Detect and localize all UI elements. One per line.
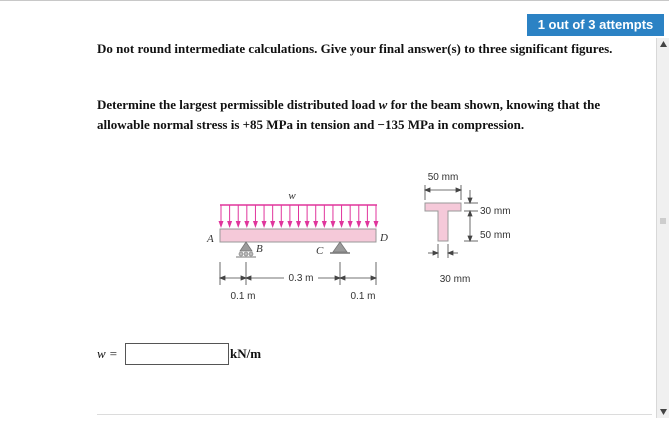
vertical-scrollbar[interactable] bbox=[656, 38, 669, 418]
load-arrow-head bbox=[236, 221, 241, 228]
bottom-divider bbox=[97, 414, 652, 415]
load-arrow-head bbox=[348, 221, 353, 228]
label-point-d: D bbox=[380, 232, 388, 244]
answer-variable-label: w = bbox=[97, 346, 118, 361]
section-dimensions bbox=[425, 185, 478, 258]
load-arrow-head bbox=[296, 221, 301, 228]
load-arrow-head bbox=[356, 221, 361, 228]
flange-thickness-label: 30 mm bbox=[480, 206, 511, 217]
load-arrow-head bbox=[270, 221, 275, 228]
label-point-a: A bbox=[207, 233, 214, 245]
attempts-badge: 1 out of 3 attempts bbox=[527, 14, 664, 36]
prompt-variable: w bbox=[378, 97, 388, 112]
t-cross-section bbox=[425, 203, 461, 241]
distributed-load bbox=[219, 205, 379, 228]
span-bc-label: 0.3 m bbox=[288, 273, 314, 284]
load-arrow-head bbox=[330, 221, 335, 228]
load-arrow-head bbox=[227, 221, 232, 228]
beam bbox=[220, 229, 376, 242]
load-arrow-head bbox=[313, 221, 318, 228]
support-b-roller bbox=[236, 242, 256, 257]
span-ab-label: 0.1 m bbox=[230, 291, 256, 302]
load-arrow-head bbox=[253, 221, 258, 228]
load-arrow-head bbox=[262, 221, 267, 228]
instruction-text: Do not round intermediate calculations. Give your final answer(s) to three significant figures. bbox=[97, 41, 613, 56]
prompt-post: for the beam shown, knowing that the allowable normal stress is +85 MPa in tension and −135 MPa in compression. bbox=[97, 97, 601, 132]
load-arrow-head bbox=[322, 221, 327, 228]
load-arrow-head bbox=[365, 221, 370, 228]
load-arrows bbox=[219, 205, 379, 228]
answer-input[interactable] bbox=[125, 343, 229, 365]
load-arrow-head bbox=[279, 221, 284, 228]
answer-unit: kN/m bbox=[230, 346, 262, 361]
web-depth-label: 50 mm bbox=[480, 230, 511, 241]
flange-width-label: 50 mm bbox=[427, 172, 459, 183]
load-arrow-head bbox=[374, 221, 379, 228]
span-cd-label: 0.1 m bbox=[350, 291, 376, 302]
prompt-pre: Determine the largest permissible distributed load bbox=[97, 97, 379, 112]
grip-icon bbox=[660, 218, 666, 224]
label-point-c: C bbox=[316, 245, 324, 257]
triangle-up-icon[interactable] bbox=[657, 38, 669, 51]
support-c-pin bbox=[330, 242, 350, 253]
triangle-down-icon[interactable] bbox=[657, 405, 669, 418]
load-arrow-head bbox=[287, 221, 292, 228]
load-arrow-head bbox=[305, 221, 310, 228]
load-arrow-head bbox=[244, 221, 249, 228]
load-label: w bbox=[288, 190, 296, 202]
web-width-label: 30 mm bbox=[439, 274, 471, 285]
load-arrow-head bbox=[339, 221, 344, 228]
label-point-b: B bbox=[256, 243, 263, 255]
load-arrow-head bbox=[219, 221, 224, 228]
